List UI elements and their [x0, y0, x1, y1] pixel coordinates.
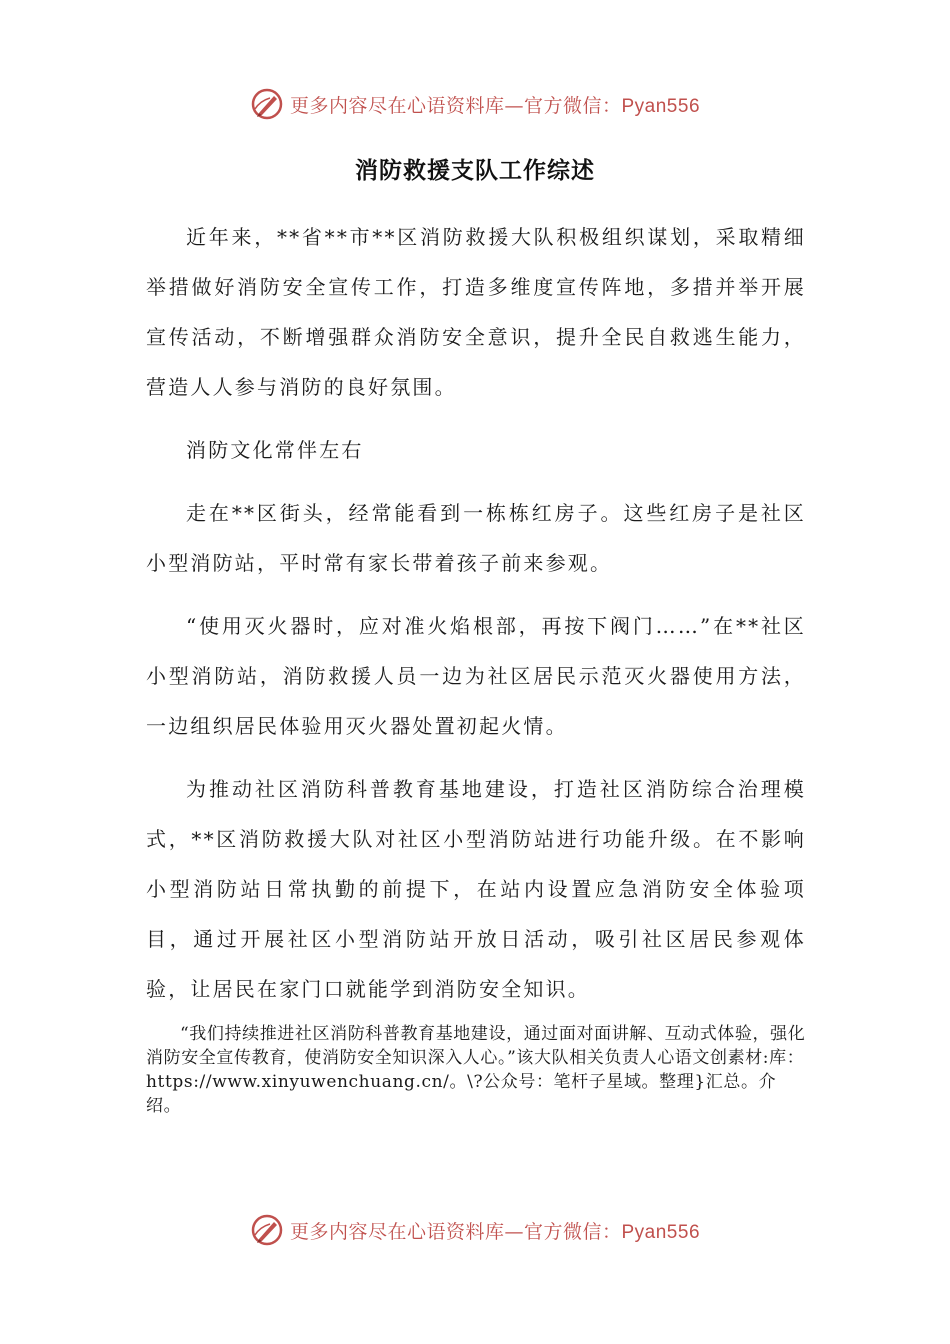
document-body: [146, 212, 806, 1027]
pen-logo-icon: [250, 87, 284, 121]
header-banner-text: [290, 91, 700, 118]
section-heading: 消防文化常伴左右: [186, 438, 364, 462]
paragraph-intro: 近年来，**省**市**区消防救援大队积极组织谋划，采取精细举措做好消防安全宣传工作，打造多维度宣传阵地，多措并举开展宣传活动，不断增强群众消防安全意识，提升全民自救逃生能力，营造人人参与消防的良好氛围。: [146, 225, 806, 399]
paragraph-red-houses: 走在**区街头，经常能看到一栋栋红房子。这些红房子是社区小型消防站，平时常有家长带着孩子前来参观。: [146, 501, 806, 575]
footer-banner-main: 更多内容尽在心语资料库—官方微信：: [289, 1220, 622, 1243]
footer-banner-text: [290, 1217, 700, 1244]
paragraph-upgrade: 为推动社区消防科普教育基地建设，打造社区消防综合治理模式，**区消防救援大队对社区小型消防站进行功能升级。在不影响小型消防站日常执勤的前提下，在站内设置应急消防安全体验项目，通过开展社区小型消防站开放日活动，吸引社区居民参观体验，让居民在家门口就能学到消防安全知识。: [146, 777, 806, 1001]
footer-banner: [0, 1210, 950, 1250]
header-banner-wechat: Pyan556: [621, 95, 701, 117]
header-banner-main: 更多内容尽在心语资料库—官方微信：: [289, 94, 622, 117]
header-banner: [0, 84, 950, 124]
pen-logo-icon: [250, 1213, 284, 1247]
footer-banner-wechat: Pyan556: [621, 1221, 701, 1243]
paragraph-extinguisher: “使用灭火器时，应对准火焰根部，再按下阀门……”在**社区小型消防站，消防救援人员一边为社区居民示范灭火器使用方法，一边组织居民体验用灭火器处置初起火情。: [146, 614, 806, 738]
paragraph-quote: “我们持续推进社区消防科普教育基地建设，通过面对面讲解、互动式体验，强化消防安全宣传教育，使消防安全知识深入人心。”该大队相关负责人心语文创素材:库：https://www.xinyuwenchuang.cn/。\?公众号：笔杆子星域。整理}汇总。介绍。: [146, 1024, 806, 1116]
document-title: 消防救援支队工作综述: [355, 157, 595, 184]
footer-paragraph-wrap: [146, 1022, 806, 1118]
